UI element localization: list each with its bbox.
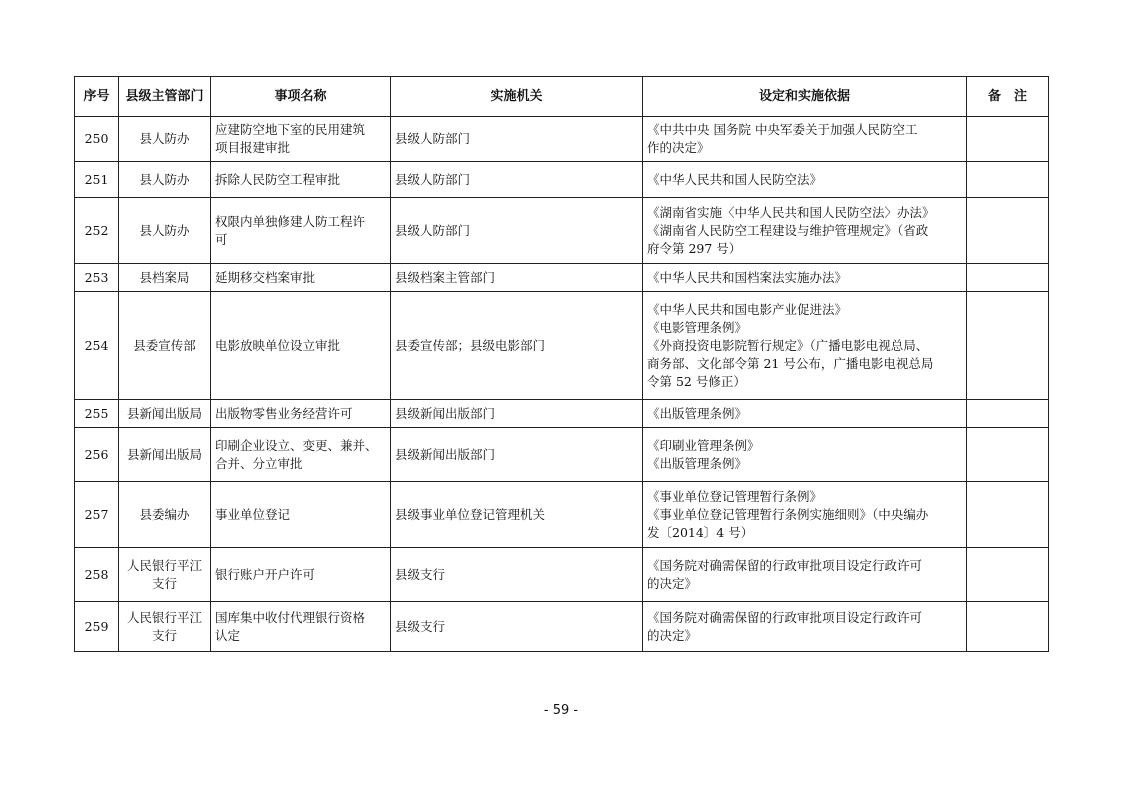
cell-name [211,482,391,548]
page-number: - 59 - [543,703,579,718]
cell-basis [643,117,967,162]
cell-dept [119,198,211,264]
cell-name-line: 应建防空地下室的民用建筑 [215,122,366,137]
cell-dept [119,292,211,400]
cell-dept [119,548,211,602]
cell-note [967,400,1049,428]
cell-name-line: 认定 [215,627,241,643]
table-row [75,428,1049,482]
cell-num: 259 [75,602,119,652]
table-row [75,548,1049,602]
cell-name [211,548,391,602]
cell-name-line: 延期移交档案审批 [215,269,316,285]
cell-name-line: 事业单位登记 [215,506,291,522]
cell-basis-line: 的决定》 [647,627,698,643]
cell-basis-line: 作的决定》 [647,140,710,155]
cell-note [967,428,1049,482]
cell-note [967,264,1049,292]
cell-dept [119,428,211,482]
cell-dept [119,117,211,162]
table-row [75,482,1049,548]
cell-basis [643,162,967,198]
header-dept: 县级主管部门 [119,77,211,117]
cell-org: 县级人防部门 [391,198,643,264]
cell-name [211,162,391,198]
table-row [75,198,1049,264]
cell-dept [119,264,211,292]
cell-basis-line: 的决定》 [647,575,698,591]
cell-dept-line: 县新闻出版局 [126,405,202,421]
cell-basis-line: 《事业单位登记管理暂行条例实施细则》（中央编办 [647,506,929,522]
cell-basis-line: 《外商投资电影院暂行规定》（广播电影电视总局、 [647,337,929,353]
cell-basis-line: 令第 52 号修正） [647,373,746,389]
cell-basis-line: 《国务院对确需保留的行政审批项目设定行政许可 [647,557,923,573]
cell-name-line: 可 [215,231,228,247]
cell-dept-line: 县人防办 [139,171,190,187]
header-num: 序号 [75,77,119,117]
cell-basis [643,264,967,292]
cell-org: 县级档案主管部门 [391,264,643,292]
table-row [75,400,1049,428]
cell-num: 256 [75,428,119,482]
cell-name [211,117,391,162]
cell-basis-line: 《中华人民共和国人民防空法》 [647,171,823,187]
cell-dept-line: 县人防办 [139,222,190,238]
cell-name-line: 合并、分立审批 [215,455,303,471]
cell-basis-line: 《国务院对确需保留的行政审批项目设定行政许可 [647,609,923,625]
cell-name [211,602,391,652]
cell-name-line: 国库集中收付代理银行资格 [215,609,366,625]
table-body [75,117,1049,652]
cell-basis-line: 商务部、文化部令第 21 号公布，广播电影电视总局 [647,355,934,371]
cell-org: 县级事业单位登记管理机关 [391,482,643,548]
cell-num: 255 [75,400,119,428]
cell-name-line: 拆除人民防空工程审批 [215,171,341,187]
table-header-row [75,77,1049,117]
cell-note [967,548,1049,602]
table-row [75,162,1049,198]
cell-note [967,482,1049,548]
cell-basis-line: 《中共中央 国务院 中央军委关于加强人民防空工 [647,122,918,137]
cell-num: 253 [75,264,119,292]
header-note: 备 注 [967,77,1049,117]
cell-dept [119,482,211,548]
cell-num: 254 [75,292,119,400]
cell-name-line: 项目报建审批 [215,140,291,155]
cell-name [211,264,391,292]
cell-basis-line: 《湖南省实施〈中华人民共和国人民防空法〉办法》 [647,204,935,220]
cell-name [211,292,391,400]
table-row [75,292,1049,400]
cell-basis [643,198,967,264]
cell-basis-line: 《中华人民共和国电影产业促进法》 [647,301,848,317]
cell-num: 257 [75,482,119,548]
cell-name-line: 电影放映单位设立审批 [215,337,341,353]
cell-org: 县级支行 [391,548,643,602]
cell-dept-line: 人民银行平江 [126,609,202,625]
cell-note [967,162,1049,198]
cell-basis-line: 《中华人民共和国档案法实施办法》 [647,269,848,285]
cell-dept-line: 县人防办 [139,131,190,146]
cell-basis-line: 发〔2014〕4 号） [647,524,754,540]
table-row [75,264,1049,292]
cell-dept [119,602,211,652]
cell-basis-line: 《电影管理条例》 [647,319,748,335]
cell-dept-line: 县档案局 [139,269,190,285]
cell-basis [643,482,967,548]
cell-basis-line: 《出版管理条例》 [647,455,748,471]
cell-org: 县级支行 [391,602,643,652]
cell-basis-line: 府令第 297 号） [647,240,742,256]
header-basis: 设定和实施依据 [643,77,967,117]
cell-basis-line: 《湖南省人民防空工程建设与维护管理规定》（省政 [647,222,929,238]
cell-basis-line: 《印刷业管理条例》 [647,437,760,453]
cell-note [967,602,1049,652]
cell-org: 县级新闻出版部门 [391,400,643,428]
cell-name-line: 印刷企业设立、变更、兼并、 [215,437,378,453]
table-row [75,602,1049,652]
cell-basis [643,602,967,652]
cell-dept-line: 人民银行平江 [126,557,202,573]
cell-dept-line: 县委宣传部 [133,337,196,353]
cell-org: 县级新闻出版部门 [391,428,643,482]
cell-num: 250 [75,117,119,162]
cell-num: 258 [75,548,119,602]
cell-num: 252 [75,198,119,264]
table-row [75,117,1049,162]
cell-basis-line: 《事业单位登记管理暂行条例》 [647,488,823,504]
cell-basis [643,428,967,482]
cell-dept [119,400,211,428]
cell-note [967,198,1049,264]
cell-basis [643,548,967,602]
cell-basis [643,292,967,400]
cell-org: 县级人防部门 [391,162,643,198]
cell-note [967,117,1049,162]
cell-name-line: 银行账户开户许可 [215,566,316,582]
cell-num: 251 [75,162,119,198]
cell-dept-line: 支行 [151,575,177,591]
cell-name-line: 出版物零售业务经营许可 [215,405,353,421]
cell-name [211,198,391,264]
cell-dept [119,162,211,198]
cell-org: 县委宣传部；县级电影部门 [391,292,643,400]
header-org: 实施机关 [391,77,643,117]
cell-name-line: 权限内单独修建人防工程许 [215,213,366,229]
cell-dept-line: 县新闻出版局 [126,446,202,462]
cell-basis-line: 《出版管理条例》 [647,405,748,421]
approval-items-table-wrapper [74,76,1049,652]
cell-dept-line: 县委编办 [139,506,190,522]
approval-items-table [74,76,1049,652]
cell-dept-line: 支行 [151,627,177,643]
cell-name [211,400,391,428]
cell-org: 县级人防部门 [391,117,643,162]
cell-note [967,292,1049,400]
cell-basis [643,400,967,428]
header-name: 事项名称 [211,77,391,117]
cell-name [211,428,391,482]
